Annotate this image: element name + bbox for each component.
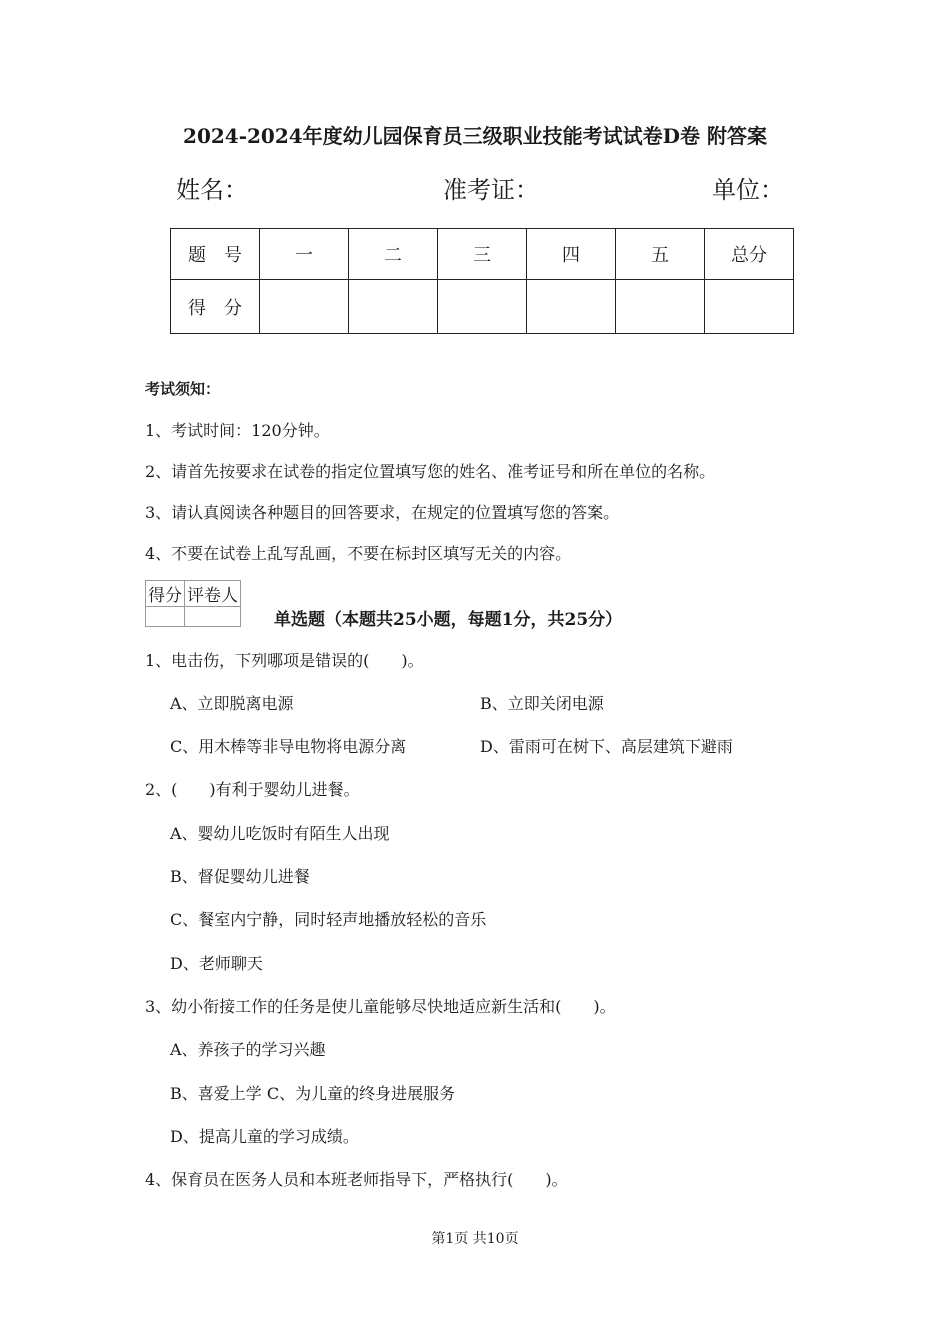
score-table-header: 总分	[705, 229, 794, 280]
score-cell[interactable]	[616, 280, 705, 334]
question-option[interactable]: C、餐室内宁静，同时轻声地播放轻松的音乐	[170, 910, 487, 929]
question-option[interactable]: B、喜爱上学 C、为儿童的终身进展服务	[170, 1084, 456, 1103]
score-cell[interactable]	[438, 280, 527, 334]
score-table-header: 二	[349, 229, 438, 280]
unit-label: 单位：	[712, 176, 784, 204]
question-stem: 4、保育员在医务人员和本班老师指导下，严格执行( )。	[145, 1170, 568, 1189]
section-title: 单选题（本题共25小题，每题1分，共25分）	[274, 610, 623, 630]
grader-name-cell[interactable]	[185, 607, 241, 627]
notice-item: 3、请认真阅读各种题目的回答要求，在规定的位置填写您的答案。	[145, 503, 620, 522]
question-option[interactable]: A、婴幼儿吃饭时有陌生人出现	[170, 824, 390, 843]
question-option[interactable]: A、养孩子的学习兴趣	[170, 1040, 326, 1059]
question-stem: 1、电击伤，下列哪项是错误的( )。	[145, 651, 424, 670]
question-option[interactable]: D、老师聊天	[170, 954, 263, 973]
notice-item: 2、请首先按要求在试卷的指定位置填写您的姓名、准考证号和所在单位的名称。	[145, 462, 716, 481]
notice-item: 4、不要在试卷上乱写乱画，不要在标封区填写无关的内容。	[145, 544, 572, 563]
grader-box	[145, 580, 241, 627]
exam-id-label: 准考证：	[443, 176, 539, 204]
grader-score-label: 得分	[146, 581, 185, 607]
question-option[interactable]: A、立即脱离电源	[170, 694, 294, 713]
score-cell[interactable]	[705, 280, 794, 334]
grader-score-cell[interactable]	[146, 607, 185, 627]
score-cell[interactable]	[527, 280, 616, 334]
score-cell[interactable]	[349, 280, 438, 334]
name-label: 姓名：	[176, 176, 248, 204]
notice-heading: 考试须知：	[145, 380, 221, 398]
score-table-header: 一	[260, 229, 349, 280]
question-option[interactable]: B、督促婴幼儿进餐	[170, 867, 310, 886]
score-cell[interactable]	[260, 280, 349, 334]
question-option[interactable]: B、立即关闭电源	[480, 694, 604, 713]
score-row-label: 得 分	[171, 280, 260, 334]
question-stem: 2、( )有利于婴幼儿进餐。	[145, 780, 360, 799]
question-option[interactable]: C、用木棒等非导电物将电源分离	[170, 737, 407, 756]
notice-item: 1、考试时间：120分钟。	[145, 421, 330, 440]
page-footer: 第1页 共10页	[431, 1231, 519, 1247]
score-table	[170, 228, 794, 334]
question-option[interactable]: D、提高儿童的学习成绩。	[170, 1127, 359, 1146]
question-option[interactable]: D、雷雨可在树下、高层建筑下避雨	[480, 737, 733, 756]
score-table-header: 五	[616, 229, 705, 280]
question-stem: 3、幼小衔接工作的任务是使儿童能够尽快地适应新生活和( )。	[145, 997, 616, 1016]
page-title: 2024-2024年度幼儿园保育员三级职业技能考试试卷D卷 附答案	[183, 124, 767, 148]
score-table-header: 四	[527, 229, 616, 280]
score-table-header: 三	[438, 229, 527, 280]
score-table-header: 题 号	[171, 229, 260, 280]
grader-name-label: 评卷人	[185, 581, 241, 607]
